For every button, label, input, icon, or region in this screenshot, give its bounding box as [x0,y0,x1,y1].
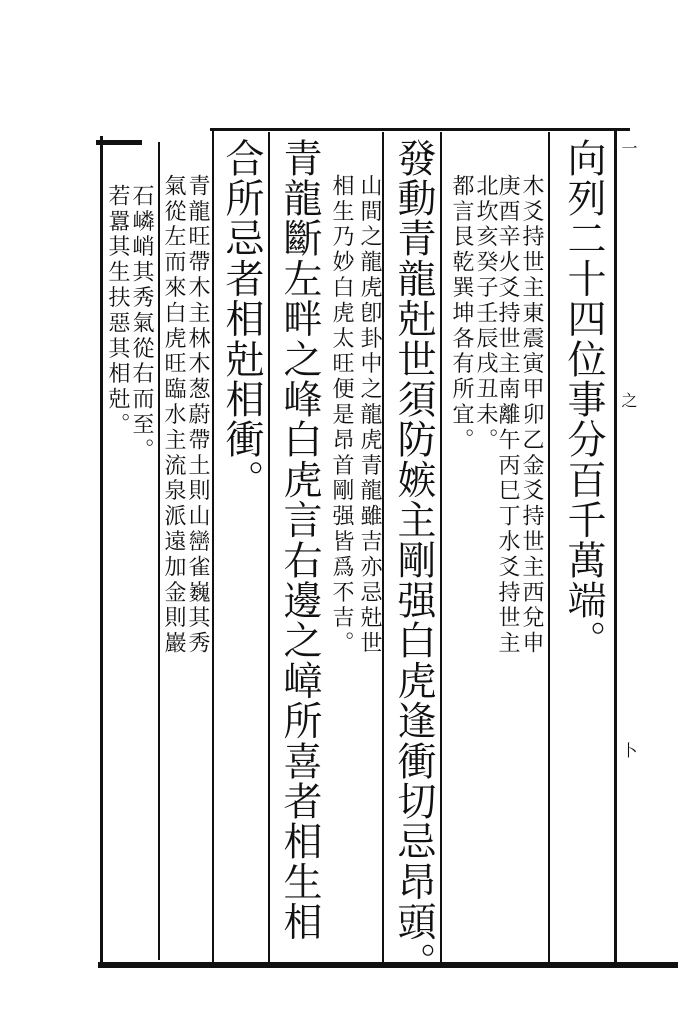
text-column: 發動青龍兙世須防嫉主剛强白虎逢衝切忌昂頭。 [391,138,436,983]
top-border-line [210,128,630,131]
text-column: 向列二十四位事分百千萬端。 [561,138,606,661]
text-column: 若囂其生扶惡其相兙。 [105,184,130,438]
column-divider [440,132,442,962]
top-left-bracket [96,140,142,145]
column-divider [158,142,160,960]
text-column: 庚酉辛火爻持世主南離午丙巳丁水爻持世主 [495,174,520,657]
edge-mark: 卜 [619,742,638,758]
text-column: 合所忌者相兙相衝。 [219,138,264,500]
text-column: 北坎亥癸子壬辰戌丑未。 [473,174,498,454]
left-border-line [100,136,103,964]
column-divider [382,132,384,962]
text-column: 青龍斷左畔之峰白虎言右邊之嶂所喜者相生相 [277,138,322,942]
edge-mark: 之 [619,392,638,408]
column-divider [548,132,550,962]
bottom-border-line [98,962,678,968]
right-border-line [614,130,617,962]
column-divider [212,130,214,962]
text-column: 石嶙峭其秀氣從右而至。 [129,184,154,464]
text-column: 山間之龍虎卽卦中之龍虎青龍雖吉亦忌兙世 [357,174,382,657]
edge-mark: 一 [619,140,638,156]
text-column: 都言艮乾巽坤各有所宜。 [449,174,474,454]
text-column: 氣從左而來白虎旺臨水主流泉派遠加金則巖 [161,174,186,657]
text-column: 相生乃妙白虎太旺便是昂首剛强皆爲不吉。 [329,174,354,657]
text-column: 青龍旺帶木主林木葱蔚帶土則山巒雀巍其秀 [185,174,210,657]
text-column: 木爻持世主東震寅甲卯乙金爻持世主西兌申 [519,174,544,657]
column-divider [268,132,270,962]
